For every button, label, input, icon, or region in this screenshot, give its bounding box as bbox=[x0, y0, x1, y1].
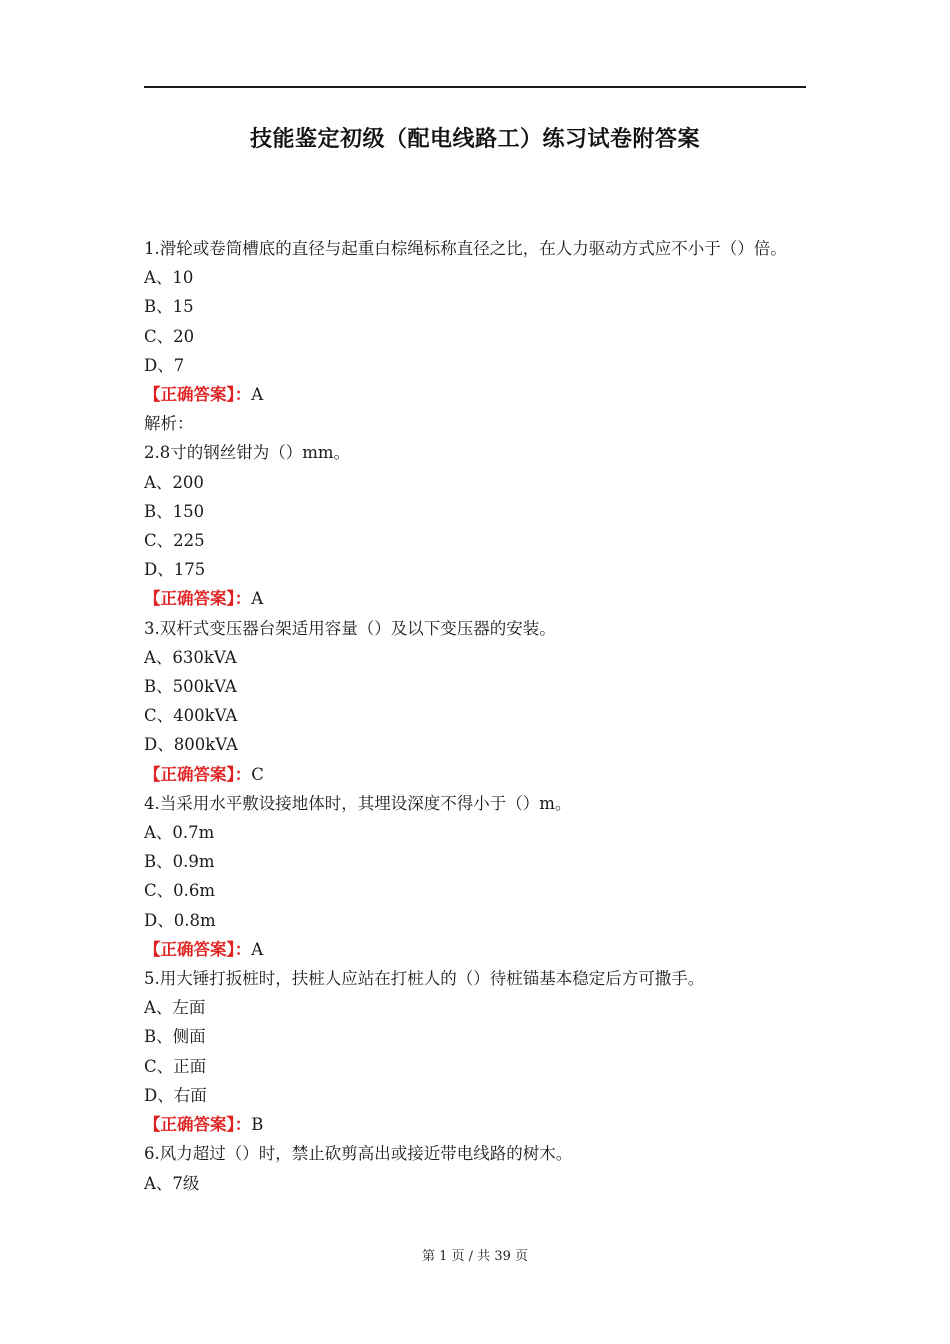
option-b: B、150 bbox=[144, 501, 205, 521]
correct-answer bbox=[144, 1110, 806, 1139]
option-d: D、800kVA bbox=[144, 735, 238, 755]
answer-tag: 【正确答案】： bbox=[144, 385, 252, 405]
option-a: A、左面 bbox=[144, 998, 206, 1018]
option-c: C、225 bbox=[144, 531, 205, 551]
option-a: A、630kVA bbox=[144, 647, 237, 667]
option-d: D、175 bbox=[144, 560, 206, 580]
option-a: A、200 bbox=[144, 472, 204, 492]
question-4 bbox=[144, 789, 806, 964]
option-d: D、右面 bbox=[144, 1085, 207, 1105]
option-d: D、0.8m bbox=[144, 910, 216, 930]
correct-answer bbox=[144, 935, 806, 964]
option-a: A、7级 bbox=[144, 1173, 200, 1193]
analysis-label: 解析： bbox=[144, 414, 194, 434]
question-list bbox=[144, 234, 806, 1198]
header-rule bbox=[144, 86, 806, 88]
answer-value: B bbox=[251, 1115, 264, 1135]
answer-value: A bbox=[251, 939, 264, 959]
correct-answer bbox=[144, 584, 806, 613]
question-stem: 2.8寸的钢丝钳为（）mm。 bbox=[144, 443, 351, 463]
correct-answer bbox=[144, 760, 806, 789]
option-a: A、0.7m bbox=[144, 823, 215, 843]
question-3 bbox=[144, 614, 806, 789]
answer-tag: 【正确答案】： bbox=[144, 764, 252, 784]
question-1 bbox=[144, 234, 806, 438]
option-c: C、20 bbox=[144, 326, 195, 346]
question-stem: 5.用大锤打扳桩时，扶桩人应站在打桩人的（）待桩锚基本稳定后方可撒手。 bbox=[144, 969, 705, 989]
option-c: C、0.6m bbox=[144, 881, 216, 901]
page-title: 技能鉴定初级（配电线路工）练习试卷附答案 bbox=[249, 127, 700, 152]
question-stem: 6.风力超过（）时，禁止砍剪高出或接近带电线路的树木。 bbox=[144, 1144, 573, 1164]
answer-value: A bbox=[251, 589, 264, 609]
correct-answer bbox=[144, 380, 806, 409]
answer-value: C bbox=[251, 764, 264, 784]
question-5 bbox=[144, 964, 806, 1139]
option-a: A、10 bbox=[144, 268, 194, 288]
answer-tag: 【正确答案】： bbox=[144, 1115, 252, 1135]
answer-tag: 【正确答案】： bbox=[144, 589, 252, 609]
question-stem: 1.滑轮或卷筒槽底的直径与起重白棕绳标称直径之比，在人力驱动方式应不小于（）倍。 bbox=[144, 239, 787, 258]
option-b: B、侧面 bbox=[144, 1027, 206, 1047]
page-footer: 第 1 页 / 共 39 页 bbox=[422, 1249, 528, 1264]
option-c: C、正面 bbox=[144, 1056, 207, 1076]
answer-tag: 【正确答案】： bbox=[144, 939, 252, 959]
question-stem: 3.双杆式变压器台架适用容量（）及以下变压器的安装。 bbox=[144, 618, 556, 638]
option-c: C、400kVA bbox=[144, 706, 238, 726]
answer-value: A bbox=[251, 385, 264, 405]
question-2 bbox=[144, 438, 806, 613]
question-stem: 4.当采用水平敷设接地体时，其埋设深度不得小于（）m。 bbox=[144, 793, 572, 813]
option-b: B、500kVA bbox=[144, 677, 237, 697]
question-6 bbox=[144, 1139, 806, 1197]
option-d: D、7 bbox=[144, 355, 185, 375]
option-b: B、15 bbox=[144, 297, 194, 317]
option-b: B、0.9m bbox=[144, 852, 215, 872]
